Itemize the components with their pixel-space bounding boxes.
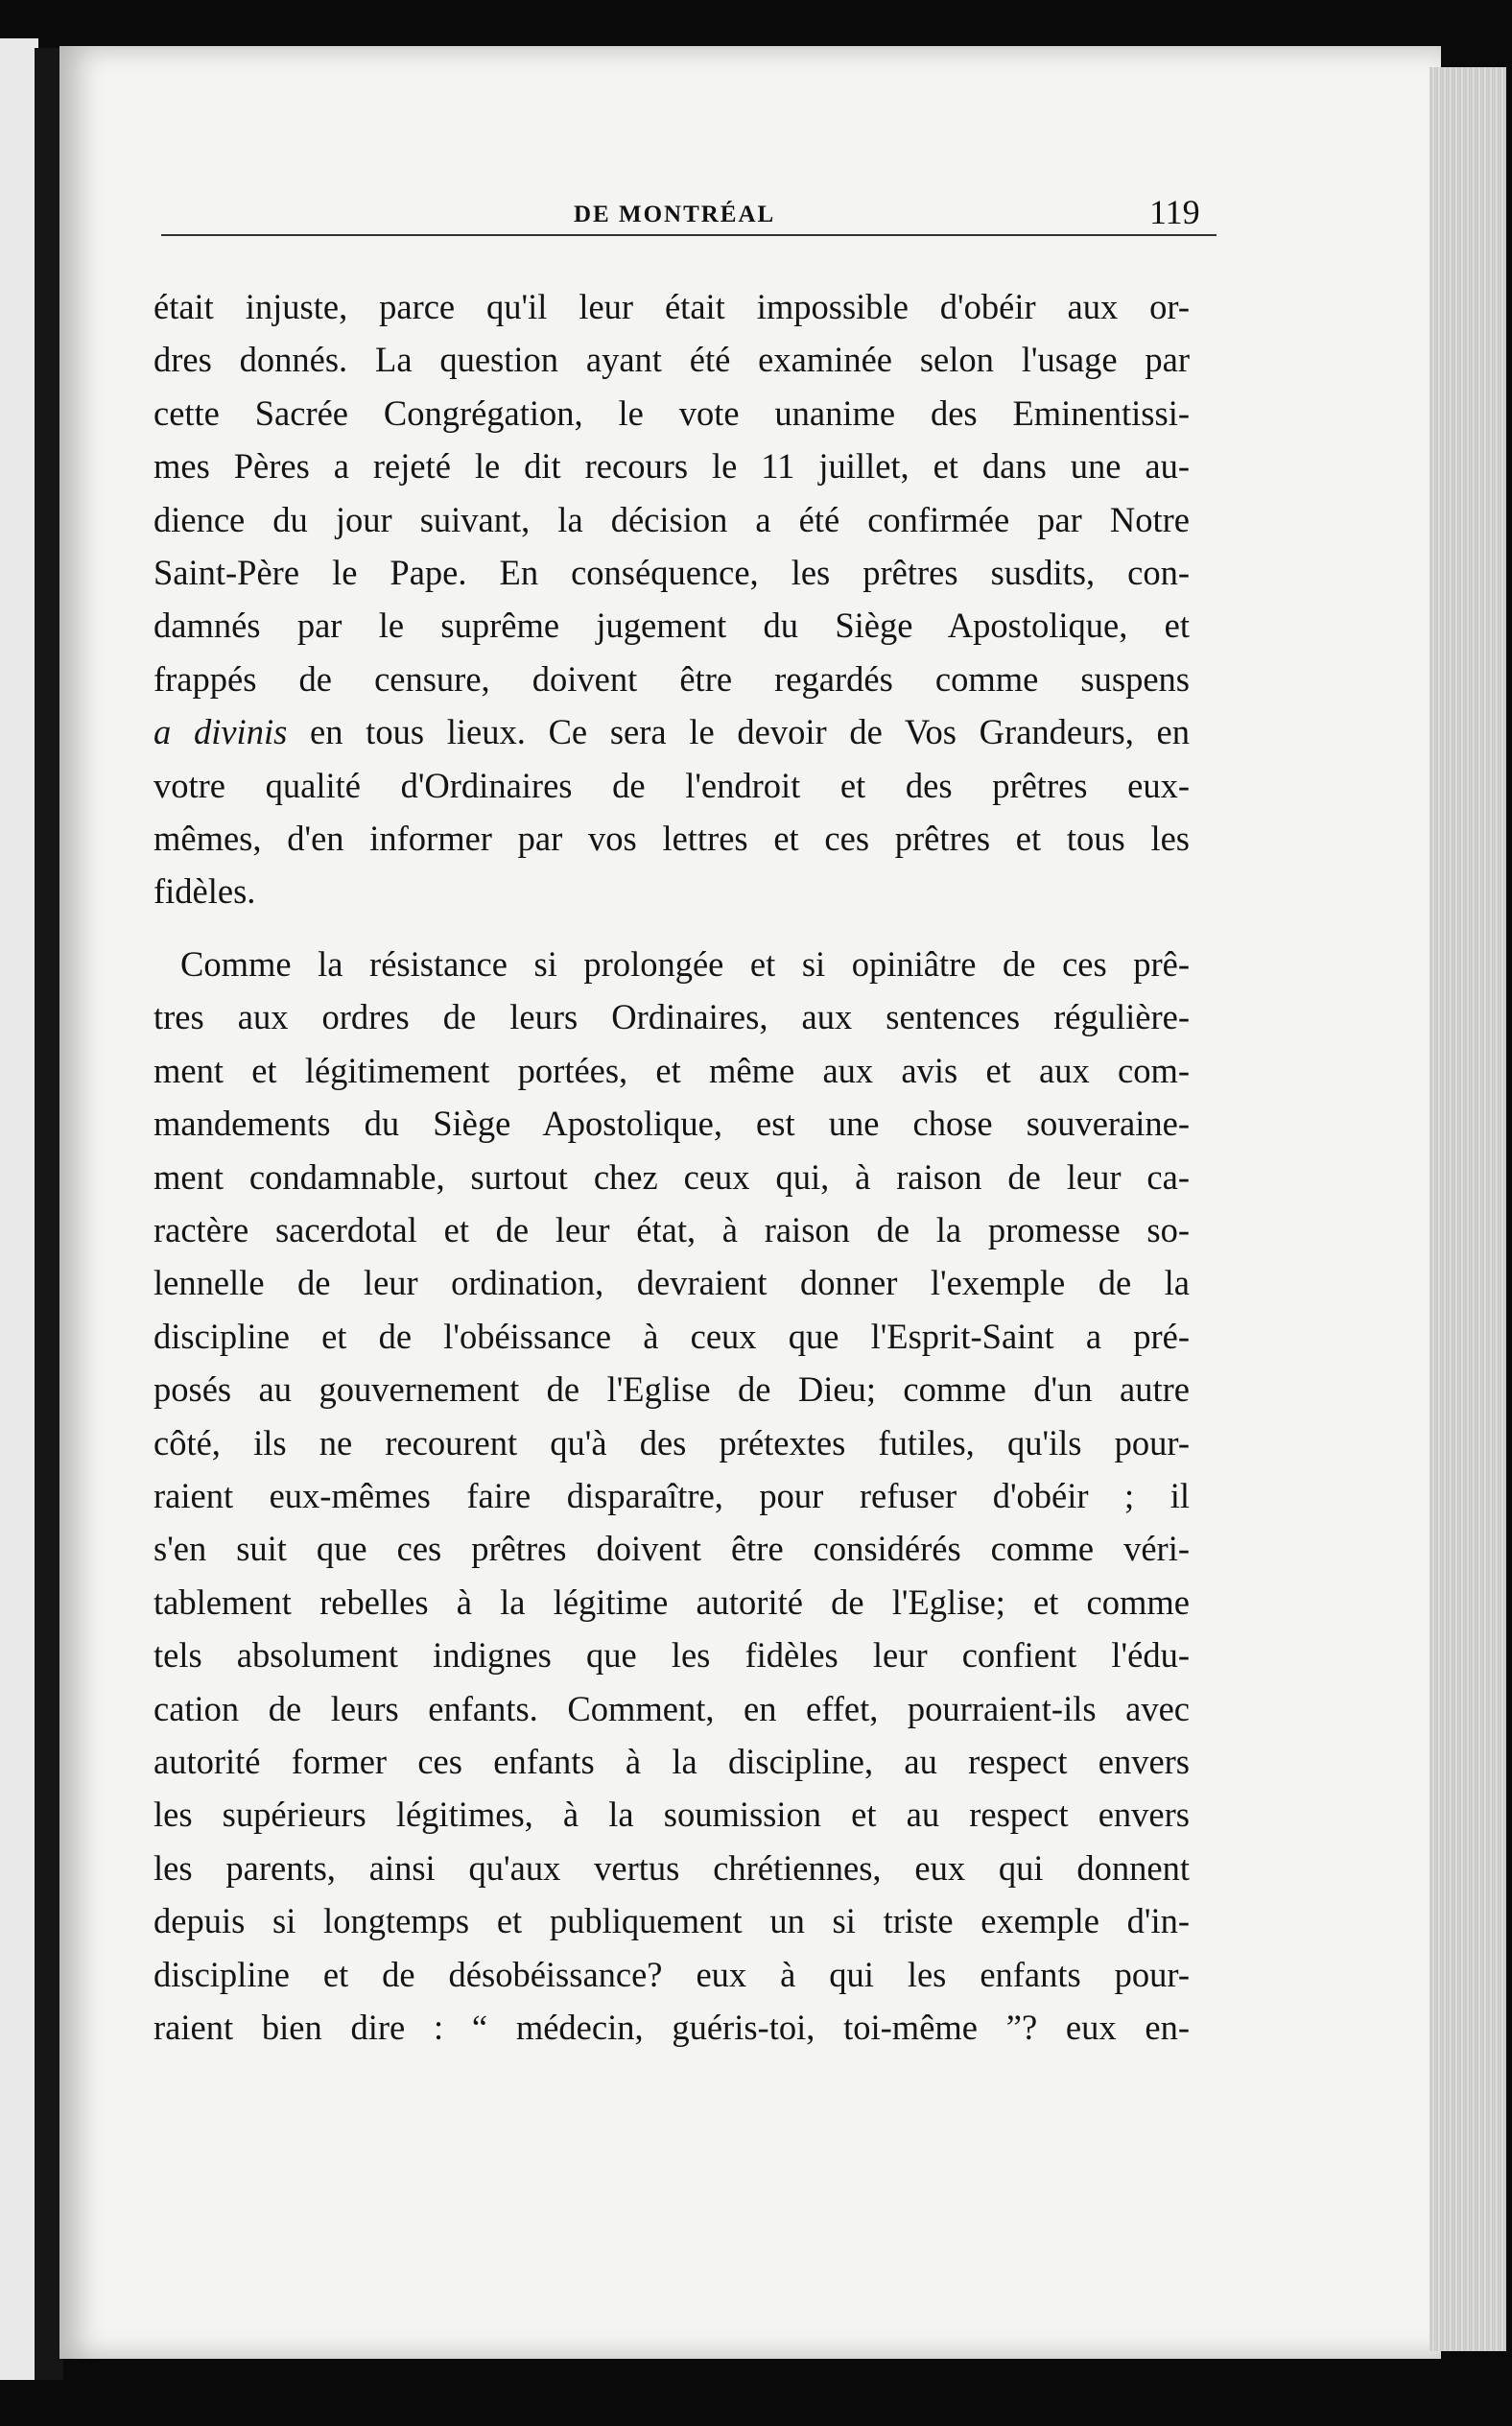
text-line: raient eux-mêmes faire disparaître, pour refuser d'obéir ; il [154, 1475, 1190, 1515]
text-line: damnés par le suprême jugement du Siège Apostolique, et [154, 606, 1190, 646]
text-line: Comme la résistance si prolongée et si opiniâtre de ces prê- [180, 943, 1190, 984]
text-line: lennelle de leur ordination, devraient donner l'exemple de la [154, 1263, 1190, 1303]
text-line: fidèles. [154, 871, 256, 912]
header-rule [161, 234, 1217, 236]
italic-phrase: a divinis [154, 712, 288, 752]
text-line: autorité former ces enfants à la discipline, au respect envers [154, 1741, 1190, 1781]
text-line: tels absolument indignes que les fidèles leur confient l'édu- [154, 1635, 1190, 1676]
text-line: discipline et de désobéissance? eux à qui les enfants pour- [154, 1954, 1190, 1994]
text-line: ment et légitimement portées, et même aux avis et aux com- [154, 1050, 1190, 1090]
text-line: tablement rebelles à la légitime autorité de l'Eglise; et comme [154, 1582, 1190, 1622]
paragraph-2 [154, 938, 1190, 2055]
text-line: dres donnés. La question ayant été examinée selon l'usage par [154, 340, 1190, 380]
text-line: mes Pères a rejeté le dit recours le 11 juillet, et dans une au- [154, 446, 1190, 487]
text-fragment: en tous lieux. Ce sera le devoir de Vos Grandeurs, en [287, 712, 1190, 752]
text-line: frappés de censure, doivent être regardés comme suspens [154, 658, 1190, 699]
text-line: votre qualité d'Ordinaires de l'endroit et des prêtres eux- [154, 765, 1190, 805]
text-line: cation de leurs enfants. Comment, en effet, pourraient-ils avec [154, 1688, 1190, 1728]
text-line: les supérieurs légitimes, à la soumission et au respect envers [154, 1795, 1190, 1835]
text-line: posés au gouvernement de l'Eglise de Dieu; comme d'un autre [154, 1369, 1190, 1410]
text-line: était injuste, parce qu'il leur était impossible d'obéir aux or- [154, 287, 1190, 326]
text-line: s'en suit que ces prêtres doivent être considérés comme véri- [154, 1529, 1190, 1569]
running-head: DE MONTRÉAL [574, 202, 776, 227]
scan-left-margin [0, 38, 38, 2380]
text-line: tres aux ordres de leurs Ordinaires, aux sentences régulière- [154, 997, 1190, 1037]
text-line: discipline et de l'obéissance à ceux que l'Esprit-Saint a pré- [154, 1316, 1190, 1356]
text-line: cette Sacrée Congrégation, le vote unanime des Eminentissi- [154, 392, 1190, 433]
body-text [154, 280, 1190, 2054]
text-line: les parents, ainsi qu'aux vertus chrétiennes, eux qui donnent [154, 1847, 1190, 1888]
text-line: mêmes, d'en informer par vos lettres et ces prêtres et tous les [154, 819, 1190, 859]
text-line: depuis si longtemps et publiquement un si triste exemple d'in- [154, 1901, 1190, 1941]
paragraph-1 [154, 280, 1190, 918]
text-line: dience du jour suivant, la décision a été confirmée par Notre [154, 499, 1190, 539]
text-line: mandements du Siège Apostolique, est une chose souveraine- [154, 1104, 1190, 1144]
text-line: Saint-Père le Pape. En conséquence, les prêtres susdits, con- [154, 553, 1190, 593]
page-header [161, 192, 1217, 240]
text-line: ractère sacerdotal et de leur état, à raison de la promesse so- [154, 1209, 1190, 1249]
page-number: 119 [1149, 193, 1200, 231]
text-line: côté, ils ne recourent qu'à des prétextes futiles, qu'ils pour- [154, 1422, 1190, 1463]
text-line: ment condamnable, surtout chez ceux qui, à raison de leur ca- [154, 1156, 1190, 1197]
page-edges [1429, 67, 1506, 2351]
text-line [154, 705, 1190, 758]
text-line: raient bien dire : “ médecin, guéris-toi, toi-même ”? eux en- [154, 2008, 1190, 2047]
